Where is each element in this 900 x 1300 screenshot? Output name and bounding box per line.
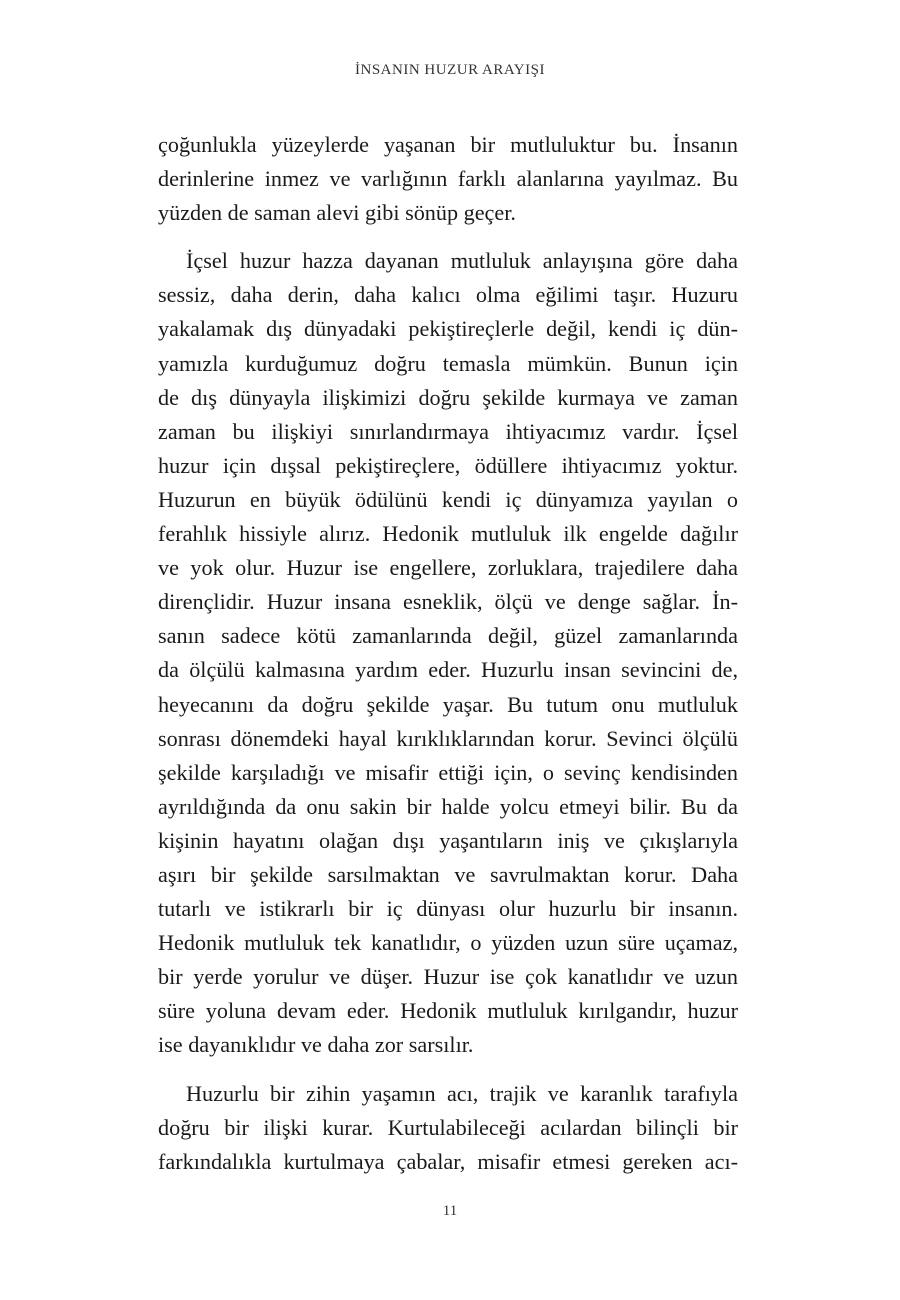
text-line: ise dayanıklıdır ve daha zor sarsılır. — [158, 1032, 474, 1058]
text-line: huzur için dışsal pekiştireçlere, ödüllere ihtiyacımız yoktur. — [158, 452, 738, 478]
text-line: da ölçülü kalmasına yardım eder. Huzurlu insan sevincini de, — [158, 657, 738, 683]
text-line: sanın sadece kötü zamanlarında değil, güzel zamanlarında — [158, 623, 738, 649]
text-line: yamızla kurduğumuz doğru temasla mümkün. Bunun için — [158, 350, 738, 376]
text-line: Huzurlu bir zihin yaşamın acı, trajik ve karanlık tarafıyla — [186, 1080, 738, 1106]
text-line: zaman bu ilişkiyi sınırlandırmaya ihtiyacımız vardır. İçsel — [158, 418, 738, 444]
text-line: ayrıldığında da onu sakin bir halde yolcu etmeyi bilir. Bu da — [158, 793, 738, 819]
text-line: tutarlı ve istikrarlı bir iç dünyası olur huzurlu bir insanın. — [158, 896, 738, 922]
text-line: bir yerde yorulur ve düşer. Huzur ise çok kanatlıdır ve uzun — [158, 964, 738, 990]
paragraph-spacer — [158, 230, 738, 244]
paragraph-1 — [158, 128, 738, 230]
text-line: çoğunlukla yüzeylerde yaşanan bir mutluluktur bu. İnsanın — [158, 132, 738, 157]
running-header: İNSANIN HUZUR ARAYIŞI — [355, 62, 545, 78]
text-line: sonrası dönemdeki hayal kırıklıklarından korur. Sevinci ölçülü — [158, 725, 738, 751]
text-line: derinlerine inmez ve varlığının farklı alanlarına yayılmaz. Bu — [158, 166, 738, 192]
text-line: de dış dünyayla ilişkimizi doğru şekilde kurmaya ve zaman — [158, 384, 738, 410]
paragraph-3 — [158, 1077, 738, 1179]
text-line: yüzden de saman alevi gibi sönüp geçer. — [158, 200, 516, 226]
text-line: Hedonik mutluluk tek kanatlıdır, o yüzden uzun süre uçamaz, — [158, 930, 738, 956]
text-line: heyecanını da doğru şekilde yaşar. Bu tutum onu mutluluk — [158, 691, 738, 717]
text-line: kişinin hayatını olağan dışı yaşantıların iniş ve çıkışlarıyla — [158, 827, 738, 853]
text-line: ve yok olur. Huzur ise engellere, zorluklara, trajedilere daha — [158, 555, 738, 581]
paragraph-spacer — [158, 1063, 738, 1077]
text-line: Huzurun en büyük ödülünü kendi iç dünyamıza yayılan o — [158, 486, 738, 512]
text-line: sessiz, daha derin, daha kalıcı olma eğilimi taşır. Huzuru — [158, 282, 738, 308]
body-text — [158, 128, 738, 1179]
text-line: farkındalıkla kurtulmaya çabalar, misafir etmesi gereken acı- — [158, 1148, 738, 1174]
text-line: süre yoluna devam eder. Hedonik mutluluk kırılgandır, huzur — [158, 998, 738, 1024]
text-line: yakalamak dış dünyadaki pekiştireçlerle değil, kendi iç dün- — [158, 316, 738, 342]
page-number: 11 — [442, 1203, 458, 1219]
paragraph-2 — [158, 244, 738, 1062]
text-line: aşırı bir şekilde sarsılmaktan ve savrulmaktan korur. Daha — [158, 861, 738, 887]
text-line: İçsel huzur hazza dayanan mutluluk anlayışına göre daha — [186, 248, 738, 274]
text-line: dirençlidir. Huzur insana esneklik, ölçü ve denge sağlar. İn- — [158, 589, 738, 615]
text-line: şekilde karşıladığı ve misafir ettiği için, o sevinç kendisinden — [158, 759, 738, 785]
text-line: ferahlık hissiyle alırız. Hedonik mutluluk ilk engelde dağılır — [158, 521, 738, 547]
text-line: doğru bir ilişki kurar. Kurtulabileceği acılardan bilinçli bir — [158, 1114, 738, 1140]
